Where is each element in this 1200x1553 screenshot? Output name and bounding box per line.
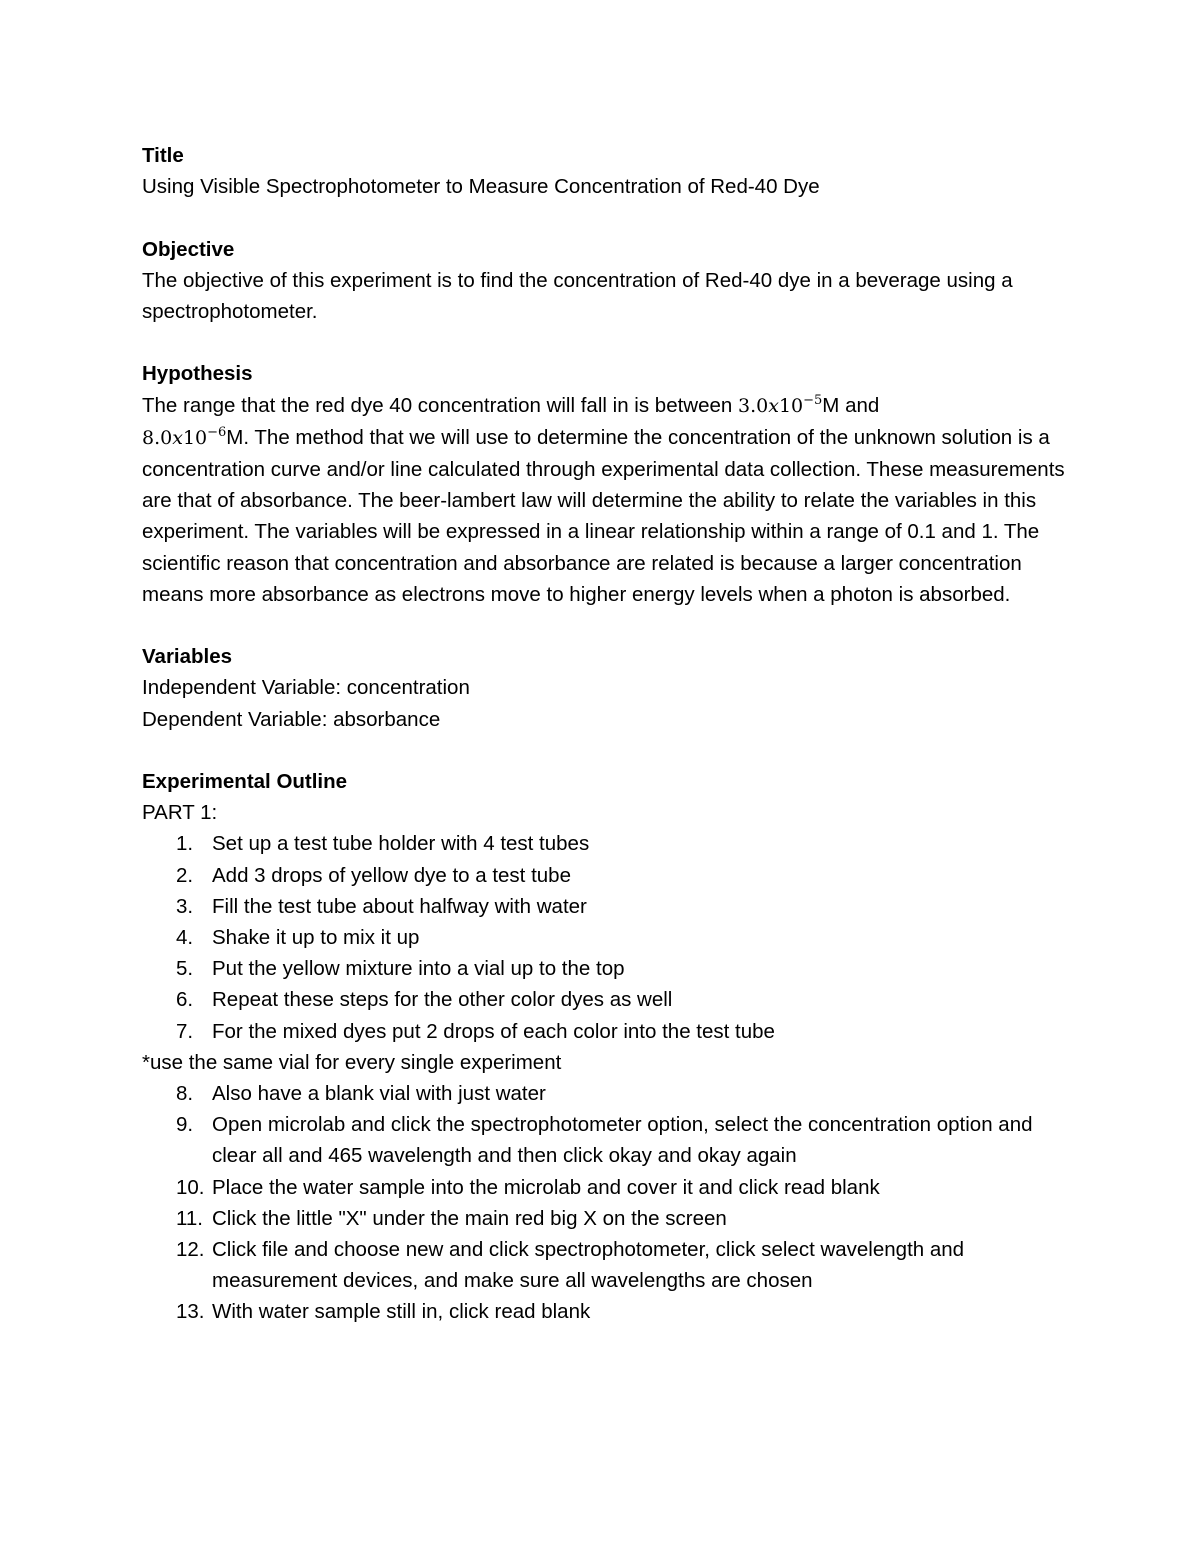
objective-text: The objective of this experiment is to find the concentration of Red-40 dye in a beverage using a spectrophotometer.	[142, 268, 1013, 323]
part-label: PART 1:	[142, 801, 218, 825]
unit-and: M and	[822, 393, 880, 417]
steps-list-a	[142, 828, 1072, 1046]
hypothesis-rest: M. The method that we will use to determine the concentration of the unknown solution is a concentration curve and/or line calculated through experimental data collection. These measurements are that of absorbance. The beer-lambert law will determine the ability to relate the variables in this experiment. The variables will be expressed in a linear relationship within a range of 0.1 and 1. The scientific reason that concentration and absorbance are related is because a larger concentration means more absorbance as electrons move to higher energy levels when a photon is absorbed.	[142, 425, 1065, 606]
title-text: Using Visible Spectrophotometer to Measure Concentration of Red-40 Dye	[142, 175, 820, 199]
list-item: 9. Open microlab and click the spectrophotometer option, select the concentration option and clear all and 465 wavelength and then click okay and okay again	[176, 1113, 1033, 1168]
outline-heading: Experimental Outline	[142, 770, 348, 793]
high-concentration-value: $8.0x10^{-6}$	[142, 424, 227, 449]
list-item: 2. Add 3 drops of yellow dye to a test tube	[176, 863, 571, 887]
hypothesis-intro: The range that the red dye 40 concentration will fall in is between	[142, 393, 733, 417]
list-item: 3. Fill the test tube about halfway with water	[176, 894, 587, 918]
list-item: 5. Put the yellow mixture into a vial up to the top	[176, 957, 625, 981]
list-item: 7. For the mixed dyes put 2 drops of each color into the test tube	[176, 1019, 775, 1043]
document-page	[142, 140, 1072, 1328]
objective-heading: Objective	[142, 237, 235, 261]
vial-note: *use the same vial for every single experiment	[142, 1050, 562, 1074]
list-item: 8. Also have a blank vial with just water	[176, 1082, 546, 1106]
steps-list-b	[142, 1078, 1072, 1328]
list-item: 6. Repeat these steps for the other color dyes as well	[176, 988, 673, 1012]
independent-variable: Independent Variable: concentration	[142, 676, 470, 700]
list-item: 11. Click the little "X" under the main red big X on the screen	[176, 1206, 727, 1230]
variables-heading: Variables	[142, 645, 233, 669]
low-concentration-value: $3.0x10^{-5}$	[738, 392, 823, 417]
list-item: 10. Place the water sample into the microlab and cover it and click read blank	[176, 1175, 880, 1199]
dependent-variable: Dependent Variable: absorbance	[142, 707, 441, 731]
hypothesis-heading: Hypothesis	[142, 362, 253, 386]
list-item: 1. Set up a test tube holder with 4 test tubes	[176, 832, 590, 856]
list-item: 13. With water sample still in, click read blank	[176, 1300, 591, 1324]
list-item: 12. Click file and choose new and click spectrophotometer, click select wavelength and measurement devices, and make sure all wavelengths are chosen	[176, 1238, 965, 1293]
title-heading: Title	[142, 144, 184, 167]
list-item: 4. Shake it up to mix it up	[176, 926, 420, 950]
hypothesis-text	[142, 390, 1072, 610]
